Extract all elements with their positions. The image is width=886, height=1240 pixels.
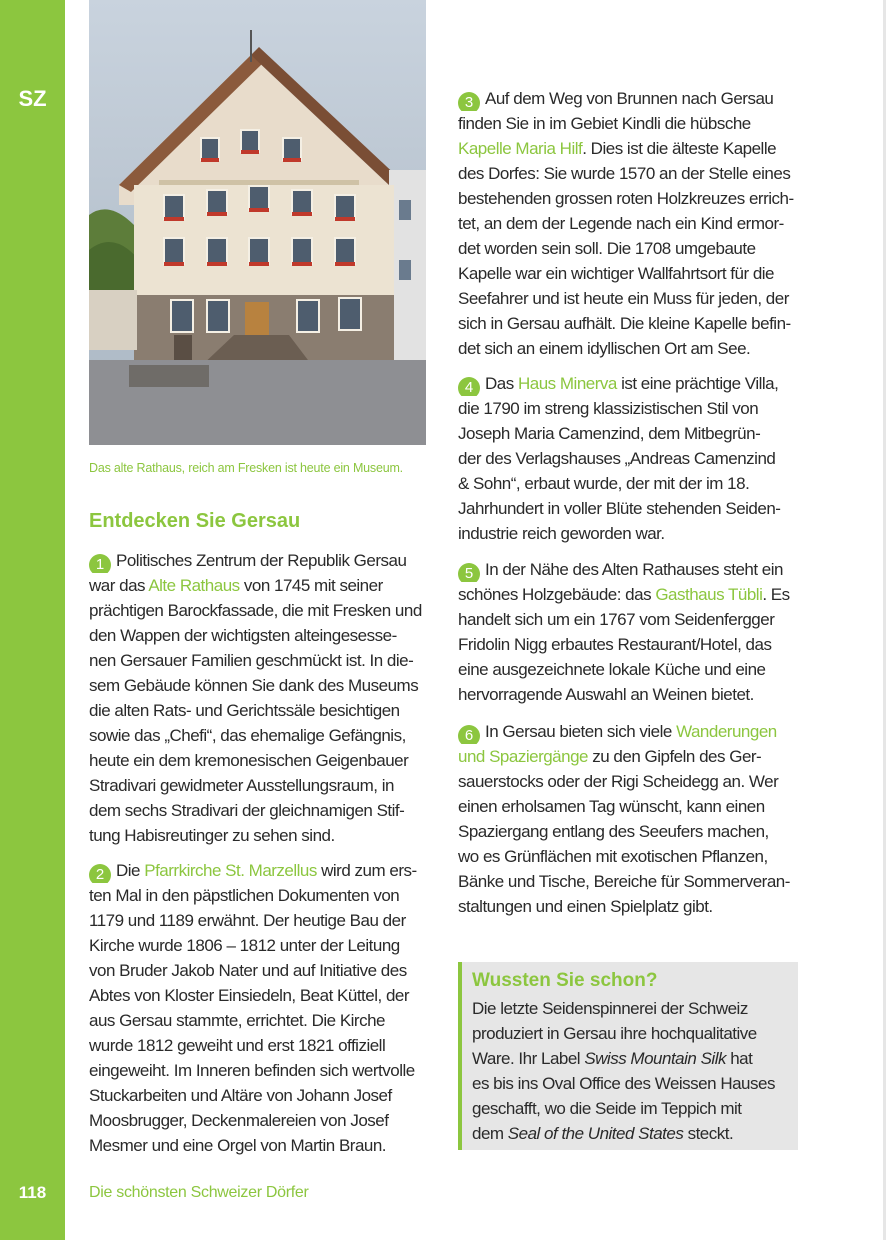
- text-line: [89, 723, 429, 748]
- line-text: finden Sie in im Gebiet Kindli die hübsche: [458, 114, 751, 133]
- line-text: des Dorfes: Sie wurde 1570 an der Stelle eines: [458, 164, 791, 183]
- text-line: [458, 286, 798, 311]
- text-line: [458, 632, 798, 657]
- text-line: [89, 1058, 429, 1083]
- text-line: [458, 607, 798, 632]
- text-line: [458, 496, 798, 521]
- text-line: [89, 598, 429, 623]
- paragraph-6: [458, 719, 798, 919]
- side-color-bar: [0, 0, 65, 1240]
- line-text: die 1790 im streng klassizistischen Stil von: [458, 399, 759, 418]
- text-line: [458, 769, 798, 794]
- line-text: Auf dem Weg von Brunnen nach Gersau: [485, 89, 774, 108]
- line-text: tung Habisreutinger zu sehen sind.: [89, 826, 335, 845]
- text-line: [89, 933, 429, 958]
- item-number-badge: 3: [458, 92, 480, 111]
- text-line: [458, 186, 798, 211]
- line-text: Mesmer und eine Orgel von Martin Braun.: [89, 1136, 387, 1155]
- fact-box: [458, 962, 798, 1150]
- place-link[interactable]: Wanderungen: [676, 722, 777, 741]
- text-line: [458, 682, 798, 707]
- line-text: Stuckarbeiten und Altäre von Johann Josef: [89, 1086, 392, 1105]
- line-text: nen Gersauer Familien geschmückt ist. In die-: [89, 651, 414, 670]
- text-line: [458, 261, 798, 286]
- text-line: [458, 111, 798, 136]
- item-number-badge: 1: [89, 554, 111, 573]
- line-text: 1179 und 1189 erwähnt. Der heutige Bau der: [89, 911, 406, 930]
- line-text: Politisches Zentrum der Republik Gersau: [116, 551, 407, 570]
- line-text: steckt.: [683, 1124, 734, 1143]
- line-text: Fridolin Nigg erbautes Restaurant/Hotel, das: [458, 635, 772, 654]
- line-text: handelt sich um ein 1767 vom Seidenfergger: [458, 610, 775, 629]
- line-text: die alten Rats- und Gerichtssäle besichtigen: [89, 701, 400, 720]
- line-text: geschafft, wo die Seide im Teppich mit: [472, 1099, 742, 1118]
- text-line: [89, 623, 429, 648]
- line-text: wird zum ers-: [316, 861, 417, 880]
- place-link[interactable]: Kapelle Maria Hilf: [458, 139, 583, 158]
- line-text: sauerstocks oder der Rigi Scheidegg an. Wer: [458, 772, 779, 791]
- place-link[interactable]: und Spaziergänge: [458, 747, 589, 766]
- line-text: ist eine prächtige Villa,: [616, 374, 779, 393]
- line-text: wurde 1812 geweiht und erst 1821 offiziell: [89, 1036, 386, 1055]
- text-line: [458, 894, 798, 919]
- line-text: Ware. Ihr Label: [472, 1049, 585, 1068]
- text-line: [89, 748, 429, 773]
- text-line: [458, 211, 798, 236]
- rathaus-photo: [89, 0, 426, 445]
- line-text: det worden sein soll. Die 1708 umgebaute: [458, 239, 756, 258]
- line-text: hat: [725, 1049, 753, 1068]
- line-text: es bis ins Oval Office des Weissen Hauses: [472, 1074, 775, 1093]
- text-line: [89, 958, 429, 983]
- place-link[interactable]: Gasthaus Tübli: [655, 585, 763, 604]
- text-line: [89, 648, 429, 673]
- text-line: [89, 983, 429, 1008]
- line-text: war das: [89, 576, 149, 595]
- text-line: [458, 371, 798, 396]
- page-number: 118: [18, 1183, 47, 1202]
- text-line: [89, 1033, 429, 1058]
- text-line: [458, 86, 798, 111]
- paragraph-2: [89, 858, 429, 1158]
- line-text: Abtes von Kloster Einsiedeln, Beat Küttel, der: [89, 986, 410, 1005]
- fact-line: [472, 1096, 786, 1121]
- fact-line: [472, 1021, 786, 1046]
- line-text: dem: [472, 1124, 508, 1143]
- text-line: [458, 819, 798, 844]
- text-line: [458, 657, 798, 682]
- line-text: Moosbrugger, Deckenmalereien von Josef: [89, 1111, 389, 1130]
- line-text: von 1745 mit seiner: [239, 576, 383, 595]
- line-text: eine ausgezeichnete lokale Küche und eine: [458, 660, 766, 679]
- text-line: [458, 557, 798, 582]
- paragraph-4: [458, 371, 798, 546]
- line-text: sich in Gersau aufhält. Die kleine Kapelle befin-: [458, 314, 791, 333]
- text-line: [89, 548, 429, 573]
- line-text: tet, an dem der Legende nach ein Kind ermor-: [458, 214, 784, 233]
- text-line: [458, 311, 798, 336]
- text-line: [89, 1083, 429, 1108]
- line-text: Kirche wurde 1806 – 1812 unter der Leitung: [89, 936, 400, 955]
- item-number-badge: 4: [458, 377, 480, 396]
- line-text: eingeweiht. Im Inneren befinden sich wertvolle: [89, 1061, 415, 1080]
- line-text: Seefahrer und ist heute ein Muss für jeden, der: [458, 289, 789, 308]
- section-heading: Entdecken Sie Gersau: [89, 510, 301, 532]
- line-text: Das: [485, 374, 518, 393]
- text-line: [458, 136, 798, 161]
- text-line: [458, 521, 798, 546]
- line-text: sem Gebäude können Sie dank des Museums: [89, 676, 419, 695]
- place-link[interactable]: Pfarrkirche St. Marzellus: [144, 861, 317, 880]
- line-text: . Dies ist die älteste Kapelle: [582, 139, 777, 158]
- item-number-badge: 5: [458, 563, 480, 582]
- text-line: [89, 573, 429, 598]
- line-text: staltungen und einen Spielplatz gibt.: [458, 897, 713, 916]
- line-text: & Sohn“, erbaut wurde, der mit der im 18.: [458, 474, 750, 493]
- fact-line: [472, 1046, 786, 1071]
- line-text: sowie das „Chefi“, das ehemalige Gefängnis,: [89, 726, 406, 745]
- paragraph-5: [458, 557, 798, 707]
- text-line: [458, 582, 798, 607]
- line-text: von Bruder Jakob Nater und auf Initiative des: [89, 961, 407, 980]
- line-text: Kapelle war ein wichtiger Wallfahrtsort für die: [458, 264, 775, 283]
- text-line: [458, 446, 798, 471]
- text-line: [89, 673, 429, 698]
- text-line: [89, 908, 429, 933]
- line-text: der des Verlagshauses „Andreas Camenzind: [458, 449, 776, 468]
- line-text: det sich an einem idyllischen Ort am See.: [458, 339, 751, 358]
- text-line: [89, 773, 429, 798]
- fact-line: [472, 1071, 786, 1096]
- line-text: zu den Gipfeln des Ger-: [588, 747, 762, 766]
- place-link[interactable]: Alte Rathaus: [148, 576, 240, 595]
- text-line: [458, 844, 798, 869]
- rathaus-illustration: [89, 0, 426, 445]
- line-text: In der Nähe des Alten Rathauses steht ein: [485, 560, 783, 579]
- item-number-badge: 2: [89, 864, 111, 883]
- line-text: Die letzte Seidenspinnerei der Schweiz: [472, 999, 748, 1018]
- line-text: Jahrhundert in voller Blüte stehenden Seiden-: [458, 499, 781, 518]
- line-text: einen erholsamen Tag wünscht, kann einen: [458, 797, 765, 816]
- line-text: dem sechs Stradivari der gleichnamigen Stif-: [89, 801, 405, 820]
- text-line: [458, 471, 798, 496]
- line-text: ten Mal in den päpstlichen Dokumenten von: [89, 886, 400, 905]
- line-text: heute ein dem kremonesischen Geigenbauer: [89, 751, 409, 770]
- text-line: [89, 823, 429, 848]
- text-line: [89, 698, 429, 723]
- photo-caption: Das alte Rathaus, reich am Fresken ist heute ein Museum.: [89, 461, 403, 475]
- text-line: [458, 396, 798, 421]
- line-text: Bänke und Tische, Bereiche für Sommerveran-: [458, 872, 790, 891]
- text-line: [458, 421, 798, 446]
- text-line: [89, 1108, 429, 1133]
- text-line: [89, 858, 429, 883]
- line-text: In Gersau bieten sich viele: [485, 722, 677, 741]
- line-text: aus Gersau stammte, errichtet. Die Kirche: [89, 1011, 386, 1030]
- place-link[interactable]: Haus Minerva: [517, 374, 617, 393]
- line-text: bestehenden grossen roten Holzkreuzes errich-: [458, 189, 794, 208]
- emphasized-name: Seal of the United States: [507, 1124, 684, 1143]
- fact-line: [472, 996, 786, 1021]
- text-line: [458, 794, 798, 819]
- fact-box-text: [472, 996, 790, 1146]
- region-code: SZ: [18, 86, 47, 111]
- line-text: . Es: [762, 585, 790, 604]
- paragraph-1: [89, 548, 429, 848]
- fact-line: [472, 1121, 786, 1146]
- fact-box-title: Wussten Sie schon?: [472, 970, 658, 991]
- text-line: [458, 161, 798, 186]
- footer-book-title: Die schönsten Schweizer Dörfer: [89, 1184, 309, 1201]
- line-text: prächtigen Barockfassade, die mit Fresken und: [89, 601, 422, 620]
- text-line: [458, 719, 798, 744]
- line-text: Stradivari gewidmeter Ausstellungsraum, in: [89, 776, 394, 795]
- line-text: schönes Holzgebäude: das: [458, 585, 656, 604]
- text-line: [89, 1133, 429, 1158]
- line-text: industrie reich geworden war.: [458, 524, 665, 543]
- text-line: [458, 869, 798, 894]
- item-number-badge: 6: [458, 725, 480, 744]
- line-text: hervorragende Auswahl an Weinen bietet.: [458, 685, 754, 704]
- paragraph-3: [458, 86, 798, 361]
- text-line: [89, 798, 429, 823]
- line-text: Spaziergang entlang des Seeufers machen,: [458, 822, 769, 841]
- line-text: Joseph Maria Camenzind, dem Mitbegrün-: [458, 424, 761, 443]
- line-text: wo es Grünflächen mit exotischen Pflanzen,: [458, 847, 768, 866]
- text-line: [89, 1008, 429, 1033]
- line-text: den Wappen der wichtigsten alteingesesse-: [89, 626, 397, 645]
- text-line: [89, 883, 429, 908]
- text-line: [458, 236, 798, 261]
- line-text: produziert in Gersau ihre hochqualitative: [472, 1024, 757, 1043]
- emphasized-name: Swiss Mountain Silk: [584, 1049, 726, 1068]
- line-text: Die: [116, 861, 145, 880]
- text-line: [458, 336, 798, 361]
- text-line: [458, 744, 798, 769]
